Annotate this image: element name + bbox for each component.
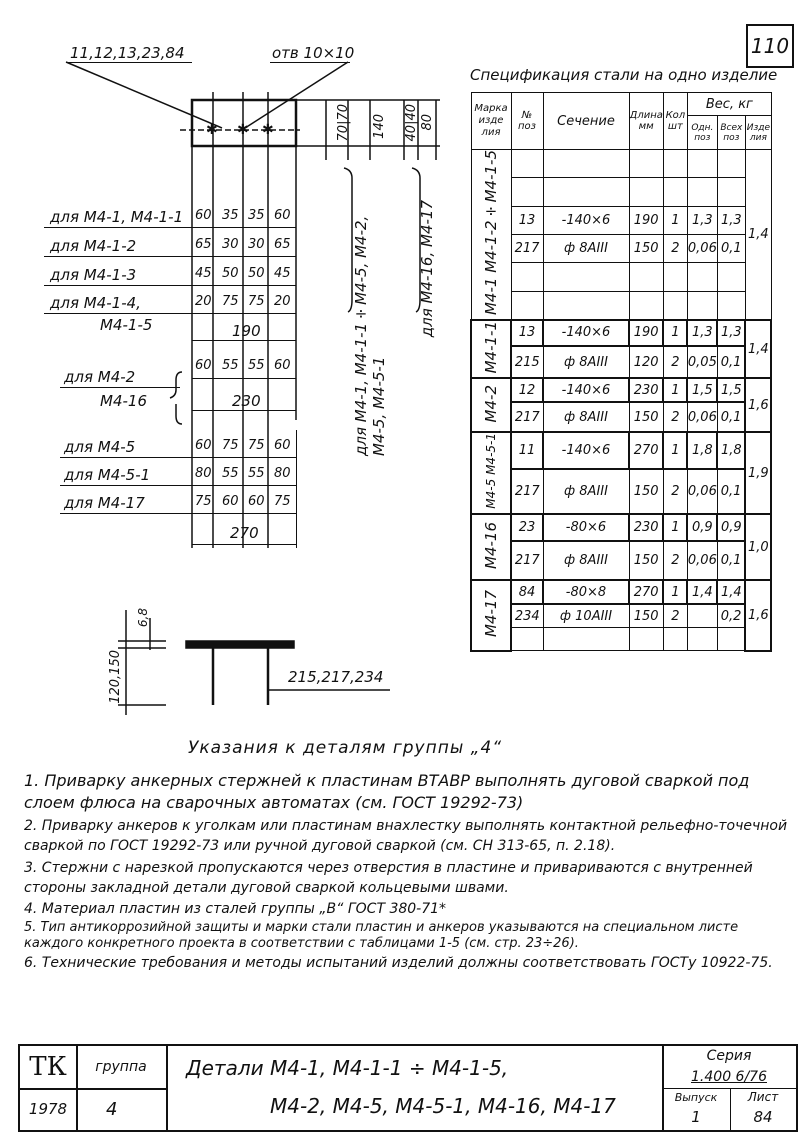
table-row [471,604,771,628]
w-one [687,604,717,628]
table-row [471,432,771,468]
group-mark-text: М4-16 [482,521,500,569]
hdr-w-one: Одн. поз [687,116,717,150]
dim-row-label: для М4-1-4, [50,294,141,312]
section: ф 8АIII [543,541,629,581]
year: 1978 [28,1100,68,1118]
group-mark [471,378,511,432]
qty: 2 [663,469,687,514]
pos: 84 [511,580,543,604]
length: 230 [629,378,663,402]
dim-row-label: для М4-2 [64,368,136,386]
qty: 1 [663,320,687,346]
w-all: 0,1 [717,469,745,514]
dim-value: 60 [195,208,212,223]
dim-value: 80 [195,466,212,481]
anchor-section-drawing [0,0,470,740]
group-label: группа [95,1059,147,1075]
qty: 1 [663,432,687,468]
w-all: 1,3 [717,206,745,234]
section: -140×6 [543,320,629,346]
dim-value: 55 [248,358,265,373]
dim-total: 230 [232,392,261,410]
hdr-section: Сечение [543,93,629,150]
dim-row-label: для М4-17 [64,494,145,512]
section: -80×6 [543,514,629,540]
w-one: 1,4 [687,580,717,604]
group-total: 1,0 [745,514,771,580]
dim-value: 20 [274,294,291,309]
tk-label: ТК [29,1052,67,1082]
hole-label: отв 10×10 [272,44,355,62]
length: 270 [629,580,663,604]
dim-value: 50 [248,266,265,281]
pos: 13 [511,320,543,346]
w-one: 0,05 [687,346,717,378]
dim-70-70: 70|70 [336,104,351,142]
section-dim-6-8: 6,8 [136,608,150,628]
dim-value: 75 [274,494,291,509]
dim-value: 35 [222,208,239,223]
dim-value: 55 [222,466,239,481]
group-mark-text: М4-17 [482,589,500,637]
dim-value: 35 [248,208,265,223]
dim-total: 190 [232,322,261,340]
sheet-value: 84 [753,1108,773,1126]
dim-value: 55 [248,466,265,481]
dim-value: 65 [195,237,212,252]
dim-row-label: М4-1-5 [100,316,153,334]
qty: 2 [663,604,687,628]
title-line-1: Детали М4-1, М4-1-1 ÷ М4-1-5, [186,1056,509,1080]
section: ф 8АIII [543,402,629,432]
length: 150 [629,604,663,628]
w-all: 1,5 [717,378,745,402]
group-number: 4 [106,1098,118,1120]
marks-label: 11,12,13,23,84 [70,44,185,62]
svg-text:✱: ✱ [206,122,218,138]
section: -80×8 [543,580,629,604]
dim-value: 60 [274,208,291,223]
section: ф 10АIII [543,604,629,628]
group-total: 1,4 [745,320,771,378]
dim-value: 60 [274,438,291,453]
dim-40-40: 40|40 [404,104,419,142]
sheet-label: Лист [747,1090,779,1104]
group-mark-text: М4-2 [482,384,500,423]
dim-value: 65 [274,237,291,252]
length: 150 [629,402,663,432]
group-mark [471,150,511,321]
pos: 11 [511,432,543,468]
sheet-number: 110 [746,24,794,68]
length: 190 [629,320,663,346]
section: -140×6 [543,432,629,468]
w-one: 0,06 [687,402,717,432]
group-mark [471,432,511,514]
length: 230 [629,514,663,540]
dim-value: 60 [222,494,239,509]
dim-value: 60 [195,438,212,453]
pos: 217 [511,402,543,432]
w-all: 1,3 [717,320,745,346]
hdr-w-all: Всех поз [717,116,745,150]
spec-title: Спецификация стали на одно изделие [470,66,778,84]
dim-value: 30 [248,237,265,252]
dim-value: 75 [248,294,265,309]
dim-value: 60 [274,358,291,373]
table-row [471,320,771,346]
length: 120 [629,346,663,378]
note-item: 6. Технические требования и методы испытаний изделий должны соответствовать ГОСТу 10922-75. [24,955,773,971]
title-block [18,1044,798,1132]
note-item: 3. Стержни с нарезкой пропускаются через отверстия в пластине и привариваются с внутренней стороны закладной детали дуговой сваркой кольцевыми швами. [24,860,753,896]
group-mark-text: М4-1 М4-1-2÷М4-1-5 [482,150,500,316]
length: 270 [629,432,663,468]
hdr-qty: Кол шт [663,93,687,150]
note-item: 4. Материал пластин из сталей группы „В“ ГОСТ 380-71* [24,901,447,917]
dim-value: 75 [222,438,239,453]
table-row [471,514,771,540]
w-one: 1,5 [687,378,717,402]
dim-row-label: для М4-1-3 [50,266,137,284]
title-line-2: М4-2, М4-5, М4-5-1, М4-16, М4-17 [270,1094,616,1118]
table-row [471,469,771,514]
length: 150 [629,541,663,581]
qty: 2 [663,234,687,262]
qty: 2 [663,402,687,432]
group-total: 1,6 [745,580,771,651]
issue-label: Выпуск [674,1090,718,1104]
table-row [471,378,771,402]
hdr-pos: № поз [511,93,543,150]
dim-140: 140 [372,114,387,139]
table-row [471,402,771,432]
qty: 1 [663,378,687,402]
dim-value: 45 [195,266,212,281]
dim-row-label: для М4-5-1 [64,466,151,484]
table-row [471,346,771,378]
group-total: 1,4 [745,150,771,321]
section: -140×6 [543,378,629,402]
table-row [471,580,771,604]
pos: 215 [511,346,543,378]
qty: 1 [663,580,687,604]
table-row [471,206,771,234]
section: -140×6 [543,206,629,234]
dim-total: 270 [230,524,259,542]
w-one: 0,06 [687,541,717,581]
note-item: 2. Приварку анкеров к уголкам или пластинам внахлестку выполнять контактной рельефно-точечной сваркой по ГОСТ 19292-73 или ручной дуговой сваркой (см. СН 313-65, п. 2.18). [24,818,788,854]
pos: 217 [511,469,543,514]
dim-row-label: для М4-1-2 [50,237,137,255]
pos: 234 [511,604,543,628]
qty: 1 [663,206,687,234]
vert-label-right: для М4-16, М4-17 [418,200,436,338]
w-all: 0,2 [717,604,745,628]
group-total: 1,6 [745,378,771,432]
dim-value: 45 [274,266,291,281]
bars-label: 215,217,234 [288,668,384,686]
dim-value: 75 [222,294,239,309]
dim-row-label: М4-16 [100,392,147,410]
dim-row-label: для М4-5 [64,438,136,456]
group-total: 1,9 [745,432,771,514]
hdr-weight: Вес, кг [687,93,771,116]
dim-value: 30 [222,237,239,252]
group-mark-text: М4-5 М4-5-1 [484,433,498,510]
dim-80: 80 [420,114,435,131]
w-one: 1,8 [687,432,717,468]
notes-list [24,770,794,974]
w-all: 0,1 [717,346,745,378]
qty: 1 [663,514,687,540]
section: ф 8АIII [543,346,629,378]
table-row [471,541,771,581]
series-value: 1.400 6/76 [691,1069,767,1085]
dim-value: 55 [222,358,239,373]
svg-text:✱: ✱ [237,122,249,138]
notes-title: Указания к деталям группы „4“ [188,738,503,758]
dim-value: 80 [274,466,291,481]
spec-table [470,92,772,652]
length: 190 [629,206,663,234]
section-dim-120-150: 120,150 [108,650,123,704]
dim-value: 50 [222,266,239,281]
length: 150 [629,234,663,262]
table-row [471,234,771,262]
dim-value: 75 [248,438,265,453]
dim-row-label: для М4-1, М4-1-1 [50,208,184,226]
w-all: 0,9 [717,514,745,540]
w-one: 0,9 [687,514,717,540]
hdr-marka: Марка изде лия [471,93,511,150]
qty: 2 [663,541,687,581]
pos: 13 [511,206,543,234]
pos: 217 [511,541,543,581]
pos: 23 [511,514,543,540]
section: ф 8АIII [543,234,629,262]
w-all: 0,1 [717,402,745,432]
w-all: 0,1 [717,234,745,262]
svg-text:✱: ✱ [262,122,274,138]
group-mark [471,514,511,580]
group-mark [471,320,511,378]
dim-value: 75 [195,494,212,509]
group-mark [471,580,511,651]
dim-value: 60 [248,494,265,509]
length: 150 [629,469,663,514]
w-one: 1,3 [687,320,717,346]
note-item: 1. Приварку анкерных стержней к пластинам ВТАВР выполнять дуговой сваркой под слоем флюса на сварочных автоматах (см. ГОСТ 19292-73) [24,771,750,812]
issue-value: 1 [691,1108,701,1126]
pos: 217 [511,234,543,262]
dim-value: 60 [195,358,212,373]
w-all: 0,1 [717,541,745,581]
section: ф 8АIII [543,469,629,514]
hdr-length: Длина мм [629,93,663,150]
w-one: 0,06 [687,469,717,514]
w-all: 1,4 [717,580,745,604]
w-one: 0,06 [687,234,717,262]
vert-label-left: для М4-1, М4-1-1÷М4-5, М4-2, М4-5, М4-5-1 [352,215,388,456]
hdr-w-item: Изде лия [745,116,771,150]
note-item: 5. Тип антикоррозийной защиты и марки стали пластин и анкеров указываются на специальном листе каждого конкретного проекта в соответствии с таблицами 1-5 (см. стр. 23÷26). [24,920,739,951]
qty: 2 [663,346,687,378]
series-label: Серия [706,1048,752,1064]
w-all: 1,8 [717,432,745,468]
w-one: 1,3 [687,206,717,234]
dim-value: 20 [195,294,212,309]
pos: 12 [511,378,543,402]
group-mark-text: М4-1-1 [482,321,500,374]
